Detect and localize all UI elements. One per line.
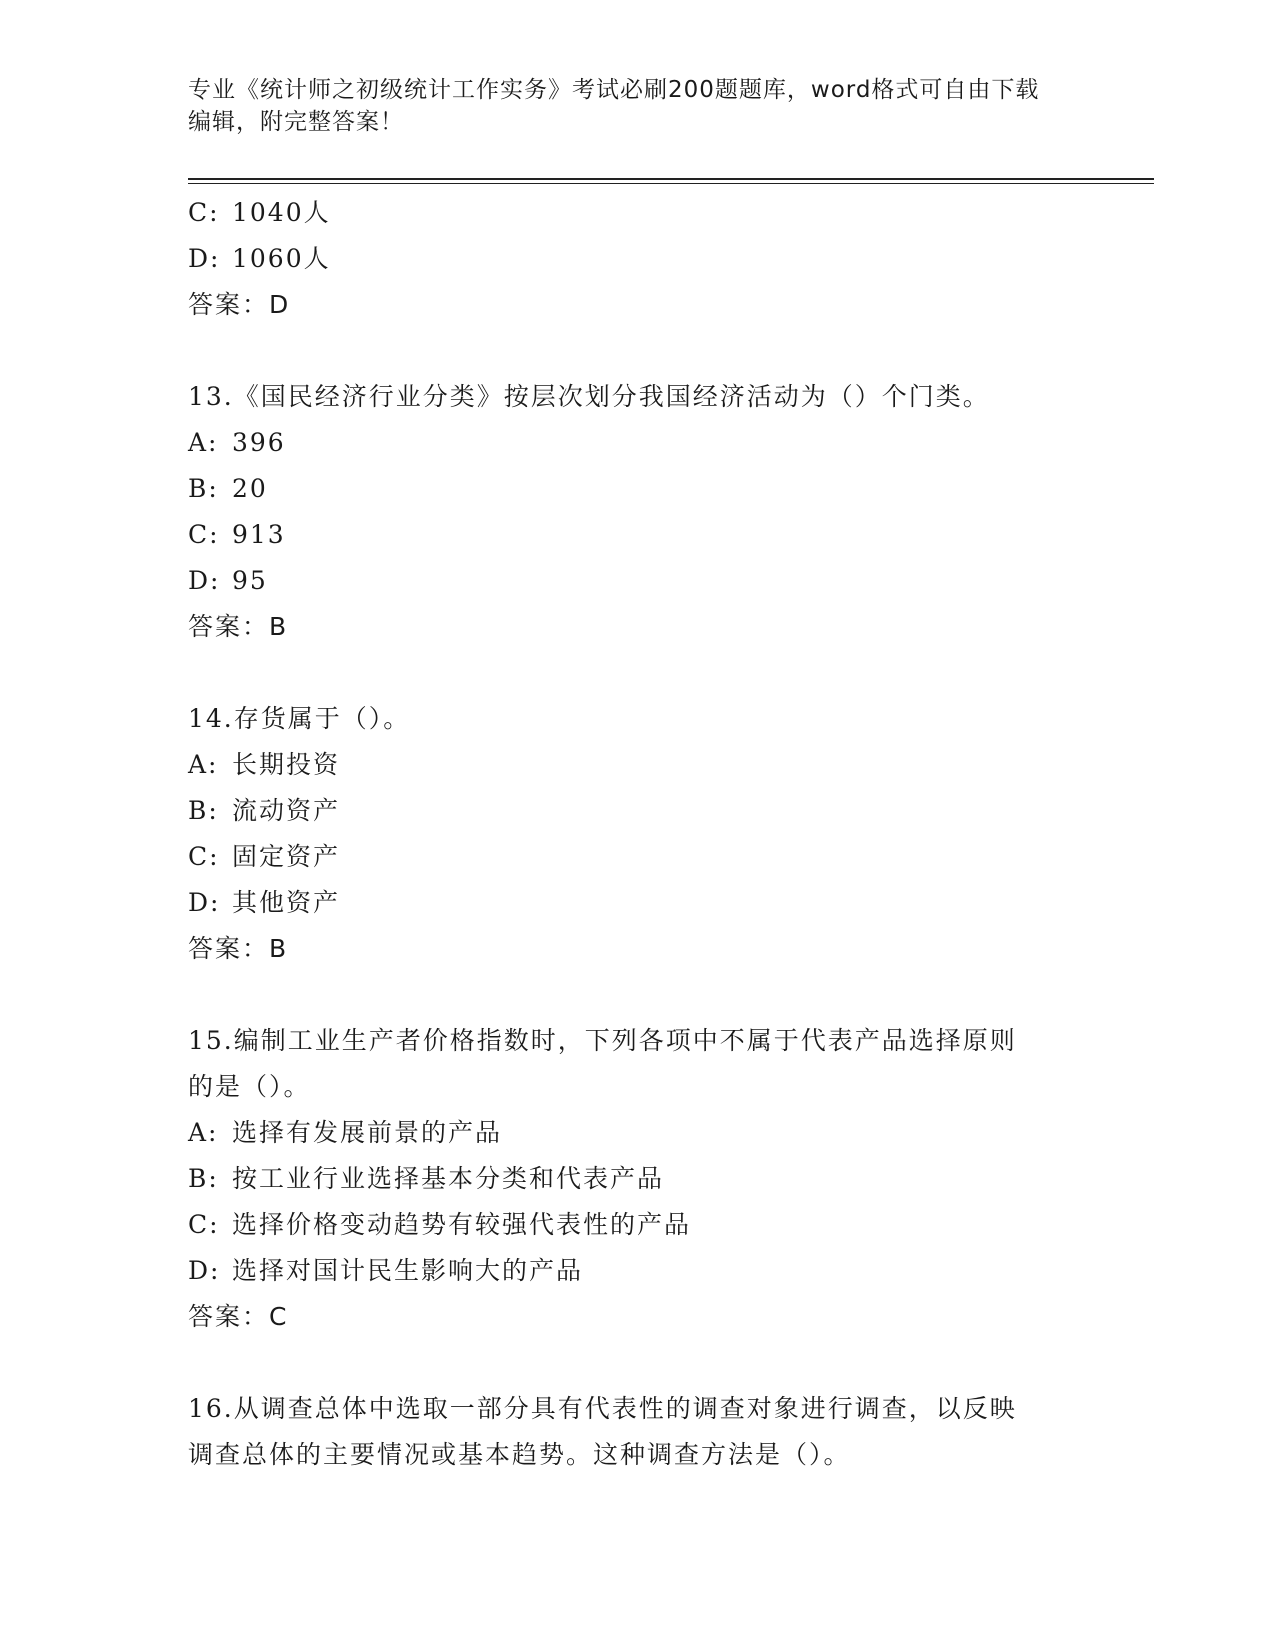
question-16 [188,1386,1088,1478]
option-label: B: [188,474,219,503]
header-divider-thick [188,178,1154,180]
option-label: A: [188,1118,219,1147]
question-text-line1: 16.从调查总体中选取一部分具有代表性的调查对象进行调查，以反映 [188,1394,1017,1423]
header-title-line1: 专业《统计师之初级统计工作实务》考试必刷200题题库，word格式可自由下载 [188,77,1040,103]
option-text: 选择有发展前景的产品 [232,1118,503,1147]
question-text-line2: 调查总体的主要情况或基本趋势。这种调查方法是（）。 [188,1440,851,1469]
option-d [188,880,1088,926]
option-b [188,1156,1088,1202]
option-text: 固定资产 [232,842,341,871]
question-text: 14.存货属于（）。 [188,704,411,733]
option-c [188,512,1088,558]
option-d [188,558,1088,604]
option-label: A: [188,428,219,457]
option-text: 其他资产 [232,888,341,917]
header-divider-thin [188,183,1154,184]
question-text: 13.《国民经济行业分类》按层次划分我国经济活动为（）个门类。 [188,382,990,411]
question-text [188,1386,1078,1478]
option-text: 选择对国计民生影响大的产品 [232,1256,584,1285]
option-label: C: [188,1210,220,1239]
option-text: 396 [232,428,286,457]
option-d [188,1248,1088,1294]
question-text-line1: 15.编制工业生产者价格指数时，下列各项中不属于代表产品选择原则 [188,1026,1017,1055]
question-14 [188,696,1088,972]
question-12-tail [188,190,1088,328]
question-text-line2: 的是（）。 [188,1072,311,1101]
option-text: 20 [232,474,268,503]
option-label: A: [188,750,219,779]
option-text: 选择价格变动趋势有较强代表性的产品 [232,1210,692,1239]
option-c [188,190,1088,236]
option-label: C: [188,842,220,871]
option-a [188,742,1088,788]
option-label: B: [188,1164,219,1193]
option-label: D: [188,244,221,273]
header-title-line2: 编辑，附完整答案！ [188,109,404,135]
option-text: 长期投资 [232,750,341,779]
option-a [188,420,1088,466]
option-label: D: [188,888,221,917]
option-text: 按工业行业选择基本分类和代表产品 [232,1164,665,1193]
option-d [188,236,1088,282]
answer-line: 答案：D [188,290,291,319]
option-text: 95 [232,566,268,595]
answer-line: 答案：B [188,612,289,641]
option-text: 913 [232,520,286,549]
question-13 [188,374,1088,650]
option-label: B: [188,796,219,825]
option-b [188,788,1088,834]
option-c [188,1202,1088,1248]
answer-line: 答案：C [188,1302,289,1331]
answer-line: 答案：B [188,934,289,963]
option-text: 1060人 [232,244,331,273]
option-text: 流动资产 [232,796,341,825]
option-b [188,466,1088,512]
question-list [188,190,1088,1478]
document-header [188,74,1088,138]
option-c [188,834,1088,880]
option-label: D: [188,1256,221,1285]
option-label: C: [188,198,220,227]
question-text [188,1018,1078,1110]
option-label: C: [188,520,220,549]
option-label: D: [188,566,221,595]
question-15 [188,1018,1088,1340]
option-text: 1040人 [232,198,331,227]
option-a [188,1110,1088,1156]
